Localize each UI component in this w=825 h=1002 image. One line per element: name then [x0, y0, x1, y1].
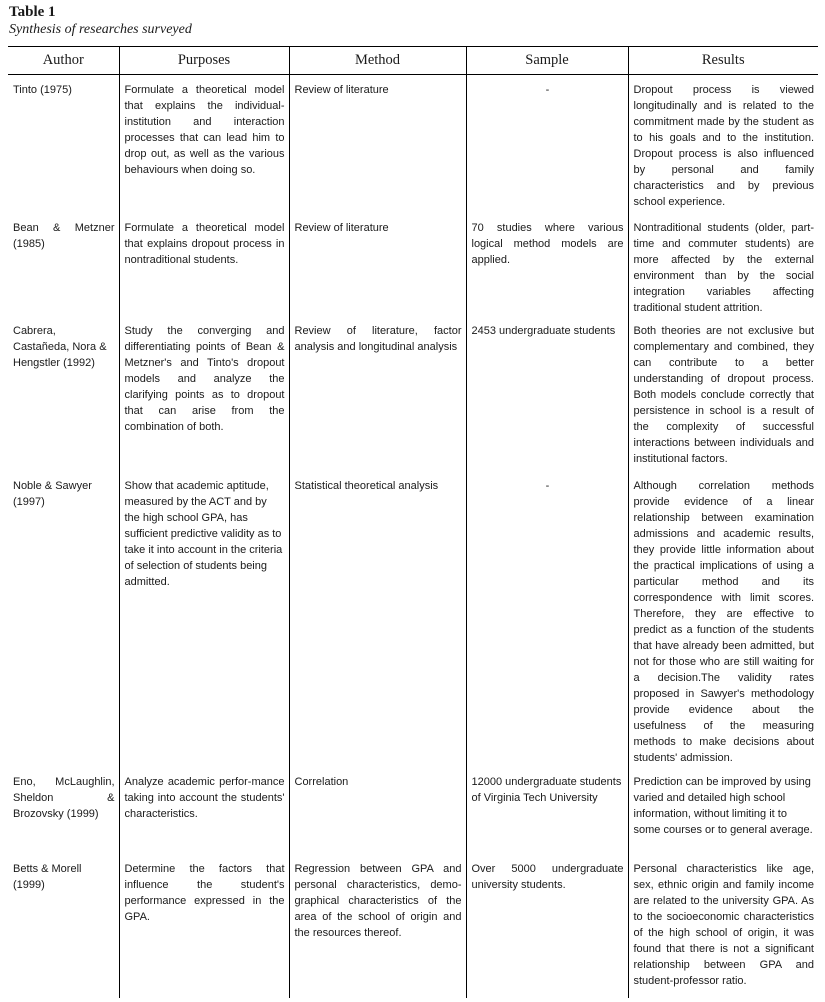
cell-purposes: Formulate a theoretical model that explains the individual-institution and interaction processes that can lead him to drop out, as well as the various behaviours when doing so. — [119, 75, 289, 214]
cell-sample: Over 5000 undergraduate university students. — [466, 854, 628, 998]
cell-method: Review of literature, factor analysis and longitudinal analysis — [289, 316, 466, 471]
cell-results: Dropout process is viewed longitudinally and is related to the commitment made by the student as to his goals and to the institution. Dropout process is also influenced by personal and family characteristics and by previous school experience. — [628, 75, 818, 214]
cell-results: Personal characteristics like age, sex, ethnic origin and family income are related to the university GPA. As to the socioeconomic characteristics of the high school of origin, it was found that there is not a significant relationship between GPA and student-professor ratio. — [628, 854, 818, 998]
header-sample: Sample — [466, 47, 628, 75]
research-synthesis-table — [8, 46, 818, 998]
cell-purposes: Show that academic aptitude, measured by the ACT and by the high school GPA, has sufficient predictive validity as to take it into account in the criteria of selection of students being admitted. — [119, 471, 289, 767]
cell-author: Bean & Metzner (1985) — [13, 222, 115, 250]
header-method: Method — [289, 47, 466, 75]
cell-author: Cabrera, Castañeda, Nora & Hengstler (1992) — [13, 325, 107, 369]
cell-results: Although correlation methods provide evidence of a linear relationship between examination admissions and academic results, they provide little information about the practical implications of using a particular method and its correspondence with limit scores. Therefore, they are effective to predict as a function of the students that have already been admitted, but not for those who are still waiting for a decision.The validity rates proposed in Sawyer's methodology provide evidence about the usefulness of the measuring methods to make decisions about students' admission. — [628, 471, 818, 767]
cell-method: Review of literature — [289, 75, 466, 214]
cell-method: Statistical theoretical analysis — [289, 471, 466, 767]
cell-author: Betts & Morell (1999) — [13, 863, 82, 891]
cell-sample: - — [466, 75, 628, 214]
table-row — [8, 854, 818, 998]
cell-method: Correlation — [289, 767, 466, 854]
cell-sample: - — [466, 471, 628, 767]
cell-purposes: Formulate a theoretical model that explains dropout process in nontraditional students. — [119, 213, 289, 316]
table-row — [8, 213, 818, 316]
cell-author: Tinto (1975) — [13, 84, 72, 96]
cell-author: Noble & Sawyer (1997) — [13, 480, 92, 508]
table-row — [8, 316, 818, 471]
cell-purposes: Study the converging and differentiating points of Bean & Metzner's and Tinto's dropout models and analyze the clarifying points as to dropout that can arise from the combination of both. — [119, 316, 289, 471]
table-row — [8, 471, 818, 767]
cell-results: Both theories are not exclusive but complementary and combined, they can contribute to a better understanding of dropout process. Both models conclude correctly that persistence in school is a result of the complexity of successful interactions between individuals and institutional factors. — [628, 316, 818, 471]
table-row — [8, 75, 818, 214]
cell-results: Nontraditional students (older, part-time and commuter students) are more affected by the external environment than by the social integration variables affecting traditional student attrition. — [628, 213, 818, 316]
cell-purposes: Analyze academic perfor-mance taking into account the students' characteristics. — [119, 767, 289, 854]
cell-author: Eno, McLaughlin, Sheldon & Brozovsky (1999) — [13, 776, 115, 820]
cell-method: Review of literature — [289, 213, 466, 316]
cell-sample: 70 studies where various logical method models are applied. — [466, 213, 628, 316]
cell-method: Regression between GPA and personal characteristics, demo-graphical characteristics of the area of the school of origin and the resources thereof. — [289, 854, 466, 998]
header-purposes: Purposes — [119, 47, 289, 75]
table-label: Table 1 — [9, 4, 56, 20]
table-subtitle: Synthesis of researches surveyed — [9, 22, 192, 37]
header-results: Results — [628, 47, 818, 75]
header-author: Author — [8, 47, 119, 75]
cell-purposes: Determine the factors that influence the student's performance expressed in the GPA. — [119, 854, 289, 998]
header-row — [8, 47, 818, 75]
table-row — [8, 767, 818, 854]
table-caption — [9, 3, 192, 39]
cell-sample: 2453 undergraduate students — [466, 316, 628, 471]
cell-sample: 12000 undergraduate students of Virginia Tech University — [466, 767, 628, 854]
cell-results: Prediction can be improved by using varied and detailed high school information, without limiting it to some courses or to general average. — [628, 767, 818, 854]
